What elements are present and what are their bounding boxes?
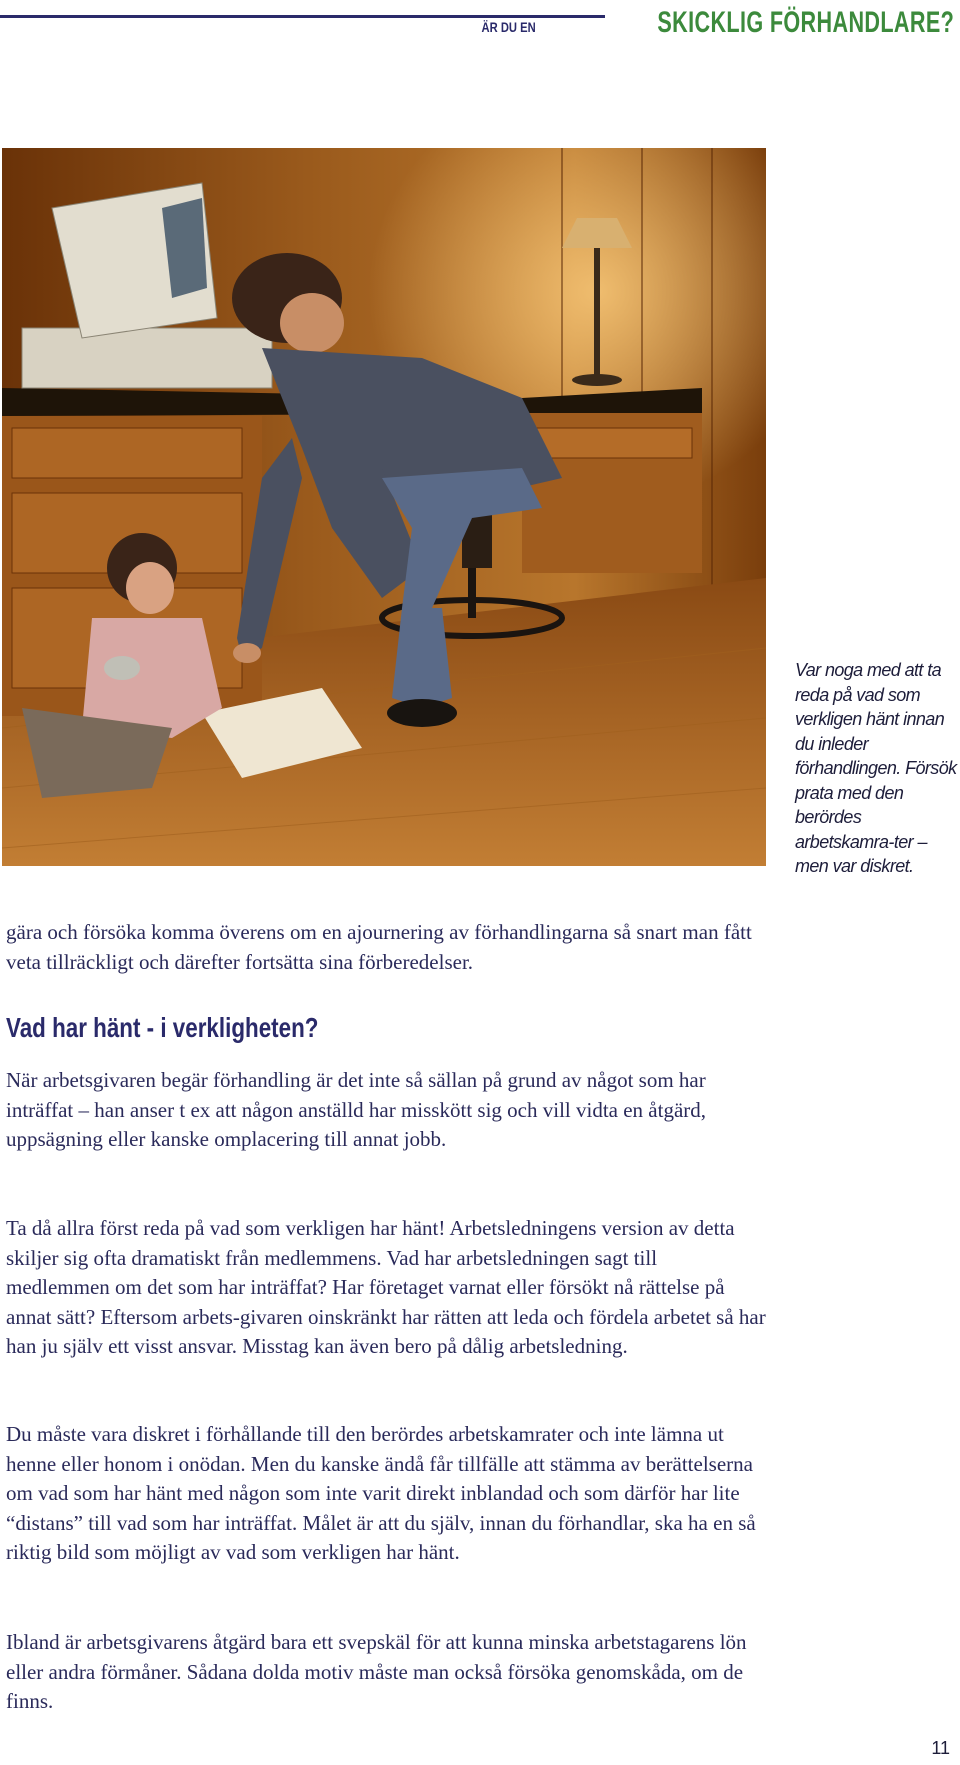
running-header	[468, 6, 954, 40]
paragraph: När arbetsgivaren begär förhandling är det inte så sällan på grund av något som har inträffat – han anser t ex att någon anställd har misskött sig och vill vidta en åtgärd, uppsägning eller kanske omplacering till annat jobb.	[6, 1068, 707, 1152]
photo-caption: Var noga med att ta reda på vad som verkligen hänt innan du inleder förhandlingen. Försök prata med den berördes arbetskamra-ter – men var diskret.	[795, 660, 957, 876]
paragraph: Ibland är arbetsgivarens åtgärd bara ett svepskäl för att kunna minska arbetstagarens lön eller andra förmåner. Sådana dolda motiv måste man också försöka genomskåda, om de finns.	[6, 1630, 747, 1714]
paragraph: Du måste vara diskret i förhållande till den berördes arbetskamrater och inte lämna ut henne eller honom i onödan. Men du kanske ändå får tillfälle att stämma av berättelserna om vad som har hänt med någon som inte varit direkt inblandad och som därför har lite “distans” till vad som har inträffat. Målet är att du själv, innan du förhandlar, ska ha en så riktig bild som möjligt av vad som verkligen har hänt.	[6, 1422, 756, 1565]
header-title: SKICKLIG FÖRHANDLARE?	[657, 6, 954, 39]
paragraph-continued: gära och försöka komma överens om en ajournering av förhandlingarna så snart man fått veta tillräckligt och därefter fortsätta sina förberedelser.	[6, 920, 752, 974]
paragraph: Ta då allra först reda på vad som verkligen har hänt! Arbetsledningens version av detta skiljer sig ofta dramatiskt från medlemmens. Vad har arbetsledningen sagt till medlemmen om det som har inträffat? Har företaget varnat eller försökt nå rättelse på annat sätt? Eftersom arbets-givaren oinskränkt har rätten att leda och fördela arbetet så har han ju själv ett visst ansvar. Misstag kan även bero på dålig arbetsledning.	[6, 1216, 766, 1359]
section-heading: Vad har hänt - i verkligheten?	[6, 1012, 319, 1043]
page-number: 11	[931, 1738, 950, 1758]
header-pre-title: ÄR DU EN	[481, 19, 536, 35]
office-photo	[2, 148, 766, 866]
